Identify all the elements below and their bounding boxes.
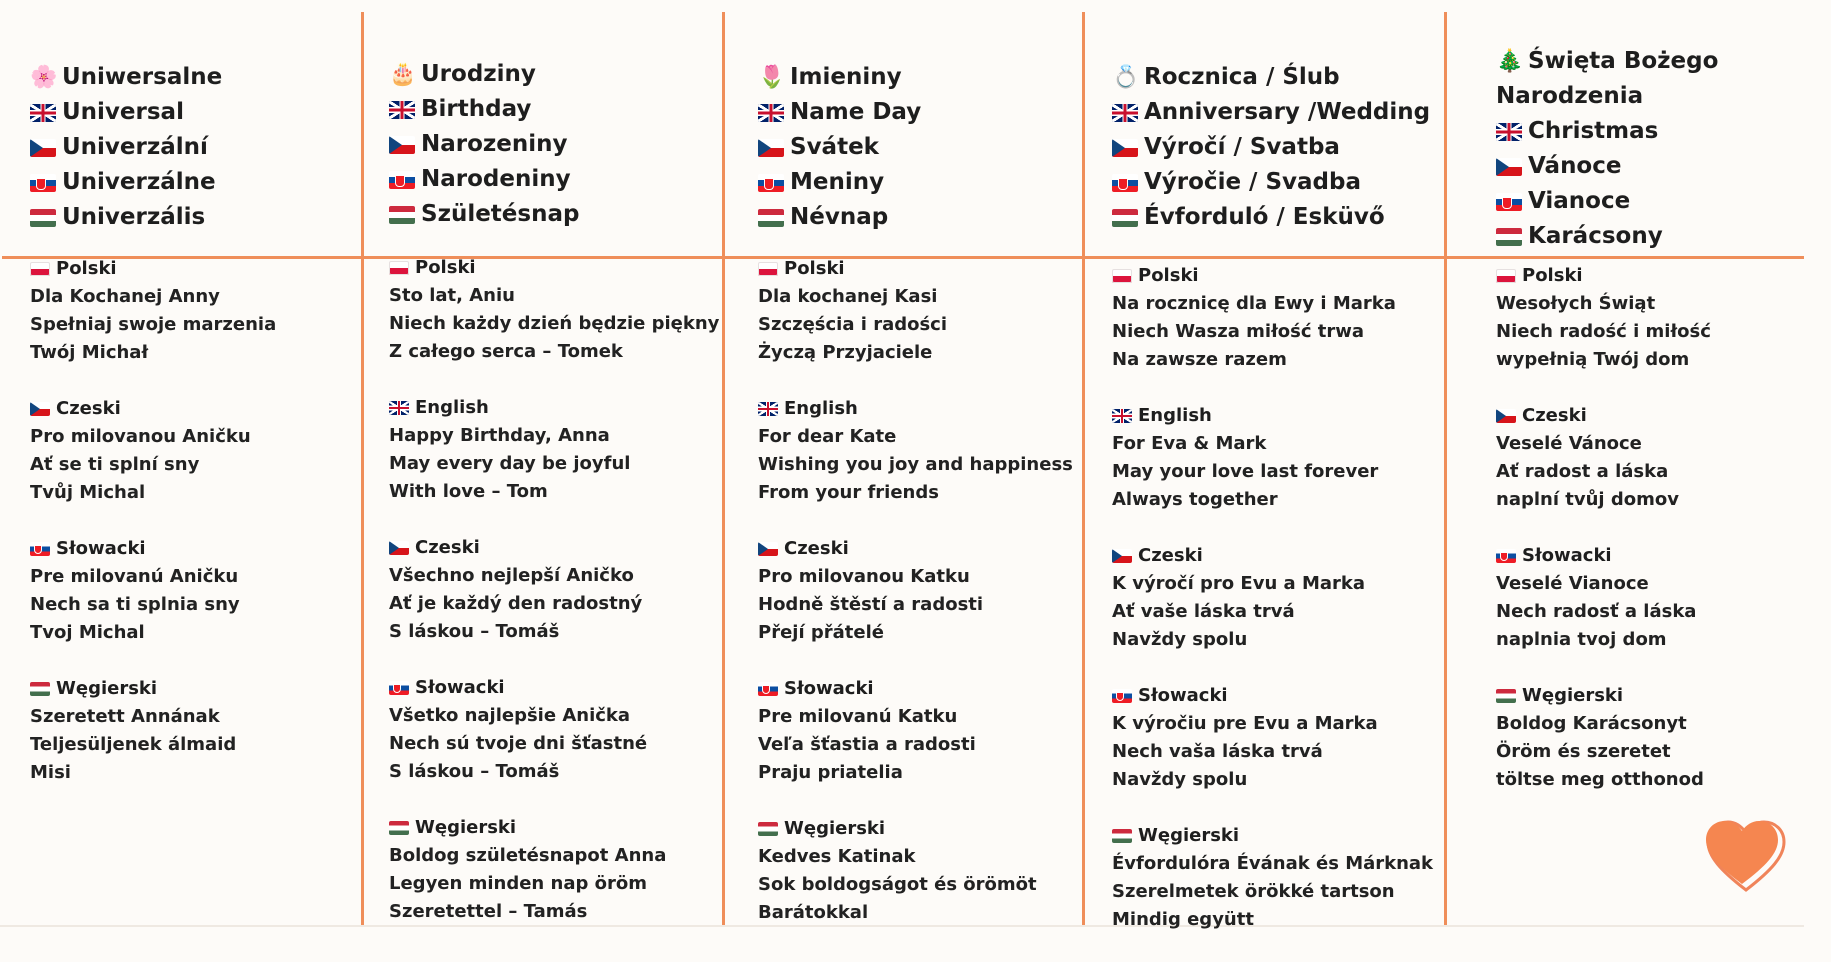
language-block [758,815,1073,927]
greeting-line: May your love last forever [1112,461,1379,482]
header-row: Születésnap [389,197,579,232]
greeting-line: May every day be joyful [389,453,631,474]
greeting-line: Tvůj Michal [30,482,146,503]
column-header [1112,60,1430,235]
greeting-line: From your friends [758,482,939,503]
language-block [1112,542,1433,654]
greeting-line: Praju priatelia [758,762,903,783]
cz-flag-icon [389,541,409,555]
greeting-line: Wishing you joy and happiness [758,454,1073,475]
cz-flag-icon [1496,158,1522,176]
greeting-line: Pro milovanou Katku [758,566,970,587]
language-block [1496,262,1711,374]
sk-flag-icon [389,171,415,189]
language-label: Czeski [30,395,276,423]
header-row: 💍 Rocznica / Ślub [1112,64,1340,90]
tulip-icon: 🌷 [758,64,786,90]
hu-flag-icon [1112,829,1132,843]
language-label: Polski [1496,262,1711,290]
hu-flag-icon [30,682,50,696]
greeting-line: Legyen minden nap öröm [389,873,647,894]
language-block [30,675,276,787]
header-row: Narodzenia [1496,83,1644,109]
language-block [389,674,719,786]
greeting-line: S láskou – Tomáš [389,761,560,782]
header-row: Névnap [758,200,921,235]
cz-flag-icon [1112,139,1138,157]
greeting-line: Happy Birthday, Anna [389,425,610,446]
hu-flag-icon [389,821,409,835]
greeting-line: naplní tvůj domov [1496,489,1679,510]
cz-flag-icon [758,139,784,157]
greeting-line: Szeretett Annának [30,706,220,727]
greeting-line: töltse meg otthonod [1496,769,1704,790]
header-row: 🌷 Imieniny [758,64,902,90]
sk-flag-icon [30,542,50,556]
cz-flag-icon [1112,549,1132,563]
sk-flag-icon [389,681,409,695]
column-body [30,255,276,815]
language-label: Słowacki [1112,682,1433,710]
header-row: Évforduló / Esküvő [1112,200,1430,235]
greeting-line: Nech sa ti splnia sny [30,594,240,615]
greeting-line: Tvoj Michal [30,622,145,643]
greeting-line: Misi [30,762,71,783]
language-block [758,255,1073,367]
language-label: Polski [1112,262,1433,290]
language-label: Słowacki [30,535,276,563]
column-swieta [1444,0,1804,925]
uk-flag-icon [389,401,409,415]
sk-flag-icon [1496,549,1516,563]
language-block [758,395,1073,507]
greeting-line: Życzą Przyjaciele [758,342,933,363]
greeting-line: Boldog Karácsonyt [1496,713,1687,734]
language-block [30,395,276,507]
greeting-line: Ať je každý den radostný [389,593,643,614]
language-label: Czeski [1496,402,1711,430]
header-row: Name Day [758,95,921,130]
greeting-line: Barátokkal [758,902,869,923]
language-label: Węgierski [1496,682,1711,710]
greeting-line: Niech każdy dzień będzie piękny [389,313,720,334]
greeting-line: Ať radost a láska [1496,461,1669,482]
cz-flag-icon [389,136,415,154]
header-row: 🎄 Święta Bożego [1496,48,1719,74]
heart-logo-icon [1700,810,1790,900]
sk-flag-icon [758,682,778,696]
greeting-line: Kedves Katinak [758,846,916,867]
column-urodziny [361,0,722,925]
greeting-line: For Eva & Mark [1112,433,1267,454]
blossom-icon: 🌸 [30,64,58,90]
pl-flag-icon [758,262,778,276]
language-block [1496,682,1711,794]
language-block [30,535,276,647]
uk-flag-icon [1496,123,1522,141]
header-row: Christmas [1496,114,1718,149]
language-block [1496,402,1711,514]
greeting-line: Spełniaj swoje marzenia [30,314,277,335]
hu-flag-icon [1496,689,1516,703]
greeting-line: K výročí pro Evu a Marka [1112,573,1366,594]
header-row: Karácsony [1496,219,1718,254]
hu-flag-icon [758,822,778,836]
language-label: Węgierski [30,675,276,703]
header-row: Narozeniny [389,127,579,162]
cake-icon: 🎂 [389,61,417,87]
uk-flag-icon [1112,104,1138,122]
greeting-line: Sok boldogságot és örömöt [758,874,1037,895]
greeting-line: Niech radość i miłość [1496,321,1711,342]
column-header [389,57,579,232]
uk-flag-icon [30,104,56,122]
greeting-line: Niech Wasza miłość trwa [1112,321,1365,342]
greeting-line: Szeretettel – Tamás [389,901,588,922]
greeting-line: Veselé Vianoce [1496,573,1649,594]
column-uniwersalne [0,0,361,925]
language-block [389,814,719,926]
greeting-line: Na rocznicę dla Ewy i Marka [1112,293,1396,314]
uk-flag-icon [389,101,415,119]
header-row: Univerzální [30,130,222,165]
sk-flag-icon [1112,174,1138,192]
header-row: Anniversary /Wedding [1112,95,1430,130]
language-block [389,394,719,506]
hu-flag-icon [758,209,784,227]
header-row: Vianoce [1496,184,1718,219]
uk-flag-icon [758,402,778,416]
greeting-line: Pro milovanou Aničku [30,426,251,447]
pl-flag-icon [389,261,409,275]
sk-flag-icon [1496,193,1522,211]
greeting-line: Hodně štěstí a radosti [758,594,984,615]
greeting-line: Boldog születésnapot Anna [389,845,667,866]
greeting-line: With love – Tom [389,481,548,502]
language-block [389,254,719,366]
column-body [389,254,719,954]
language-block [1496,542,1711,654]
greeting-line: naplnia tvoj dom [1496,629,1667,650]
language-label: English [758,395,1073,423]
language-label: Polski [758,255,1073,283]
pl-flag-icon [30,262,50,276]
header-row: Univerzálne [30,165,222,200]
uk-flag-icon [758,104,784,122]
greeting-line: Teljesüljenek álmaid [30,734,237,755]
column-header [30,60,222,235]
cz-flag-icon [30,402,50,416]
pl-flag-icon [1112,269,1132,283]
language-block [1112,262,1433,374]
header-row: Narodeniny [389,162,579,197]
sk-flag-icon [1112,689,1132,703]
greeting-line: Všechno nejlepší Aničko [389,565,634,586]
header-row: Výročie / Svadba [1112,165,1430,200]
greeting-line: S láskou – Tomáš [389,621,560,642]
column-header [758,60,921,235]
greeting-line: Ať vaše láska trvá [1112,601,1295,622]
greeting-line: Pre milovanú Katku [758,706,958,727]
language-label: English [389,394,719,422]
greeting-line: Pre milovanú Aničku [30,566,239,587]
language-label: Czeski [1112,542,1433,570]
column-imieniny [722,0,1082,925]
greeting-line: Na zawsze razem [1112,349,1287,370]
greeting-line: Twój Michał [30,342,149,363]
cz-flag-icon [1496,409,1516,423]
header-row: Meniny [758,165,921,200]
header-row: Universal [30,95,222,130]
ring-icon: 💍 [1112,64,1140,90]
language-label: Węgierski [1112,822,1433,850]
cz-flag-icon [758,542,778,556]
greeting-line: Szerelmetek örökké tartson [1112,881,1395,902]
greeting-line: Sto lat, Aniu [389,285,515,306]
language-block [758,535,1073,647]
header-row: Svátek [758,130,921,165]
language-block [758,675,1073,787]
hu-flag-icon [30,209,56,227]
hu-flag-icon [1496,228,1522,246]
language-label: English [1112,402,1433,430]
greeting-line: Évfordulóra Évának és Márknak [1112,853,1434,874]
christmas-tree-icon: 🎄 [1496,48,1524,74]
greeting-line: Mindig együtt [1112,909,1254,930]
column-body [758,255,1073,955]
greeting-line: Dla Kochanej Anny [30,286,220,307]
greeting-line: Z całego serca – Tomek [389,341,623,362]
language-label: Słowacki [1496,542,1711,570]
greeting-line: wypełnią Twój dom [1496,349,1690,370]
language-block [1112,682,1433,794]
greeting-line: Navždy spolu [1112,769,1248,790]
language-block [389,534,719,646]
language-label: Czeski [758,535,1073,563]
header-row: Birthday [389,92,579,127]
pl-flag-icon [1496,269,1516,283]
greeting-line: Navždy spolu [1112,629,1248,650]
greeting-line: Ať se ti splní sny [30,454,200,475]
language-label: Polski [389,254,719,282]
column-body [1496,262,1711,822]
hu-flag-icon [1112,209,1138,227]
language-block [1112,822,1433,934]
header-row: 🌸 Uniwersalne [30,64,223,90]
greeting-line: Všetko najlepšie Anička [389,705,631,726]
language-label: Słowacki [389,674,719,702]
greeting-line: Nech radosť a láska [1496,601,1697,622]
greeting-line: Dla kochanej Kasi [758,286,938,307]
header-row: 🎂 Urodziny [389,61,536,87]
header-row: Výročí / Svatba [1112,130,1430,165]
language-block [30,255,276,367]
greeting-line: Öröm és szeretet [1496,741,1671,762]
uk-flag-icon [1112,409,1132,423]
greeting-line: Szczęścia i radości [758,314,948,335]
hu-flag-icon [389,206,415,224]
greeting-line: Veľa šťastia a radosti [758,734,976,755]
sk-flag-icon [758,174,784,192]
greeting-line: K výročiu pre Evu a Marka [1112,713,1378,734]
language-block [1112,402,1433,514]
language-label: Czeski [389,534,719,562]
header-row: Vánoce [1496,149,1718,184]
header-row: Univerzális [30,200,222,235]
greeting-line: For dear Kate [758,426,897,447]
greeting-line: Nech vaša láska trvá [1112,741,1323,762]
language-label: Węgierski [389,814,719,842]
language-label: Słowacki [758,675,1073,703]
greeting-line: Always together [1112,489,1278,510]
greeting-line: Wesołych Świąt [1496,293,1656,314]
greeting-line: Nech sú tvoje dni šťastné [389,733,648,754]
language-label: Polski [30,255,276,283]
greeting-line: Veselé Vánoce [1496,433,1642,454]
column-header [1496,44,1718,254]
language-label: Węgierski [758,815,1073,843]
cz-flag-icon [30,139,56,157]
column-body [1112,262,1433,962]
column-rocznica [1082,0,1444,930]
sk-flag-icon [30,174,56,192]
greeting-line: Přejí přátelé [758,622,884,643]
